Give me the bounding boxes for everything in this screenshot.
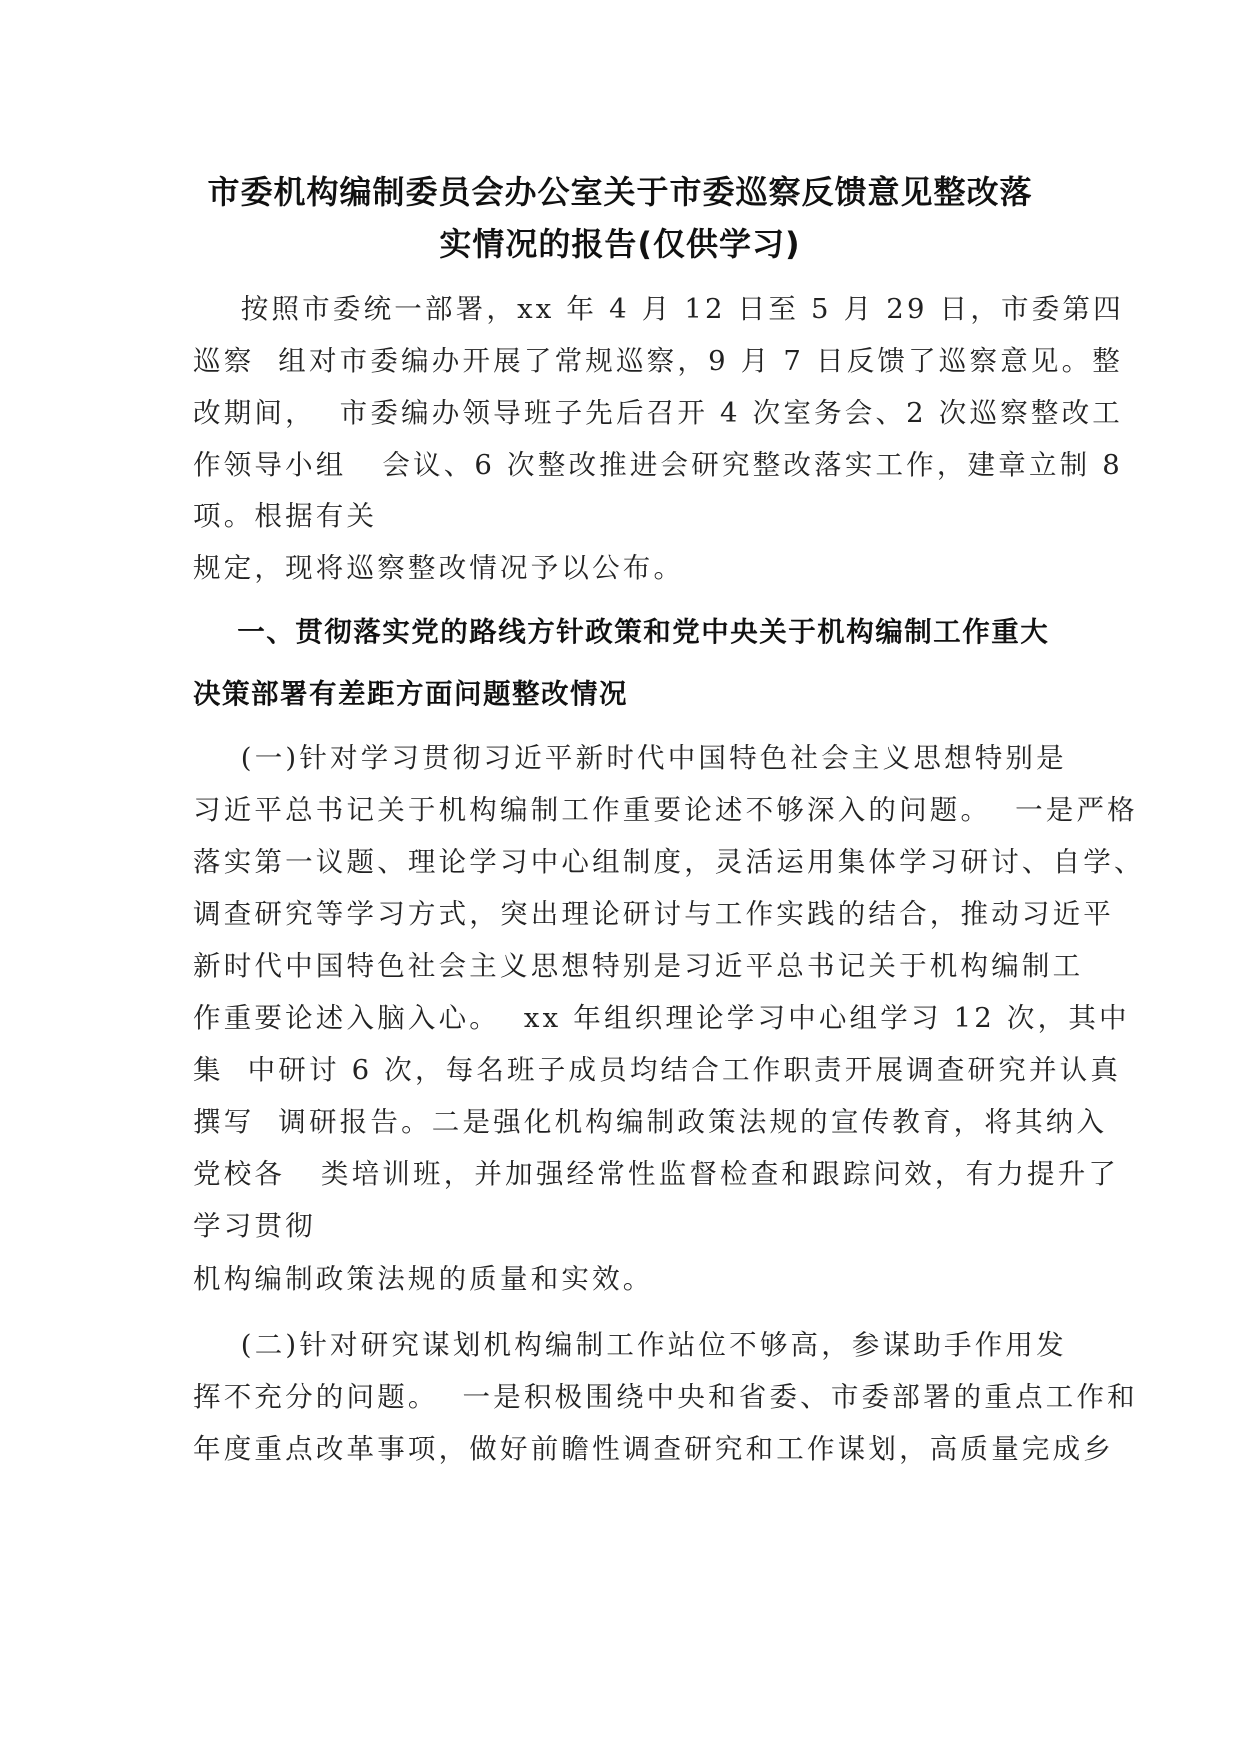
paragraph-line: (二)针对研究谋划机构编制工作站位不够高，参谋助手作用发: [193, 1329, 1067, 1361]
paragraph-line: 学习贯彻: [193, 1210, 316, 1242]
intro-line: 改期间， 市委编办领导班子先后召开 4 次室务会、2 次巡察整改工: [193, 397, 1123, 429]
intro-line: 按照市委统一部署，xx 年 4 月 12 日至 5 月 29 日，市委第四: [193, 293, 1124, 325]
intro-line: 规定，现将巡察整改情况予以公布。: [193, 552, 685, 584]
intro-line: 巡察 组对市委编办开展了常规巡察，9 月 7 日反馈了巡察意见。整: [193, 345, 1123, 377]
paragraph-line: 年度重点改革事项，做好前瞻性调查研究和工作谋划，高质量完成乡: [193, 1433, 1114, 1465]
intro-line: 项。根据有关: [193, 500, 378, 532]
paragraph-line: 机构编制政策法规的质量和实效。: [193, 1263, 654, 1295]
section-heading: 一、贯彻落实党的路线方针政策和党中央关于机构编制工作重大: [193, 616, 1050, 648]
paragraph-line: 作重要论述入脑入心。 xx 年组织理论学习中心组学习 12 次，其中: [193, 1002, 1130, 1034]
paragraph-line: (一)针对学习贯彻习近平新时代中国特色社会主义思想特别是: [193, 742, 1067, 774]
paragraph-line: 集 中研讨 6 次，每名班子成员均结合工作职责开展调查研究并认真: [193, 1054, 1122, 1086]
document-title-line-1: 市委机构编制委员会办公室关于市委巡察反馈意见整改落: [207, 173, 1033, 211]
paragraph-line: 新时代中国特色社会主义思想特别是习近平总书记关于机构编制工: [193, 950, 1084, 982]
paragraph-line: 党校各 类培训班，并加强经常性监督检查和跟踪问效，有力提升了: [193, 1158, 1120, 1190]
intro-line: 作领导小组 会议、6 次整改推进会研究整改落实工作，建章立制 8: [193, 449, 1123, 481]
paragraph-line: 调查研究等学习方式，突出理论研讨与工作实践的结合，推动习近平: [193, 898, 1114, 930]
paragraph-line: 挥不充分的问题。 一是积极围绕中央和省委、市委部署的重点工作和: [193, 1381, 1138, 1413]
document-title-line-2: 实情况的报告(仅供学习): [439, 225, 801, 263]
paragraph-line: 落实第一议题、理论学习中心组制度，灵活运用集体学习研讨、自学、: [193, 846, 1145, 878]
section-heading: 决策部署有差距方面问题整改情况: [193, 678, 628, 710]
paragraph-line: 习近平总书记关于机构编制工作重要论述不够深入的问题。 一是严格: [193, 794, 1138, 826]
paragraph-line: 撰写 调研报告。二是强化机构编制政策法规的宣传教育，将其纳入: [193, 1106, 1108, 1138]
